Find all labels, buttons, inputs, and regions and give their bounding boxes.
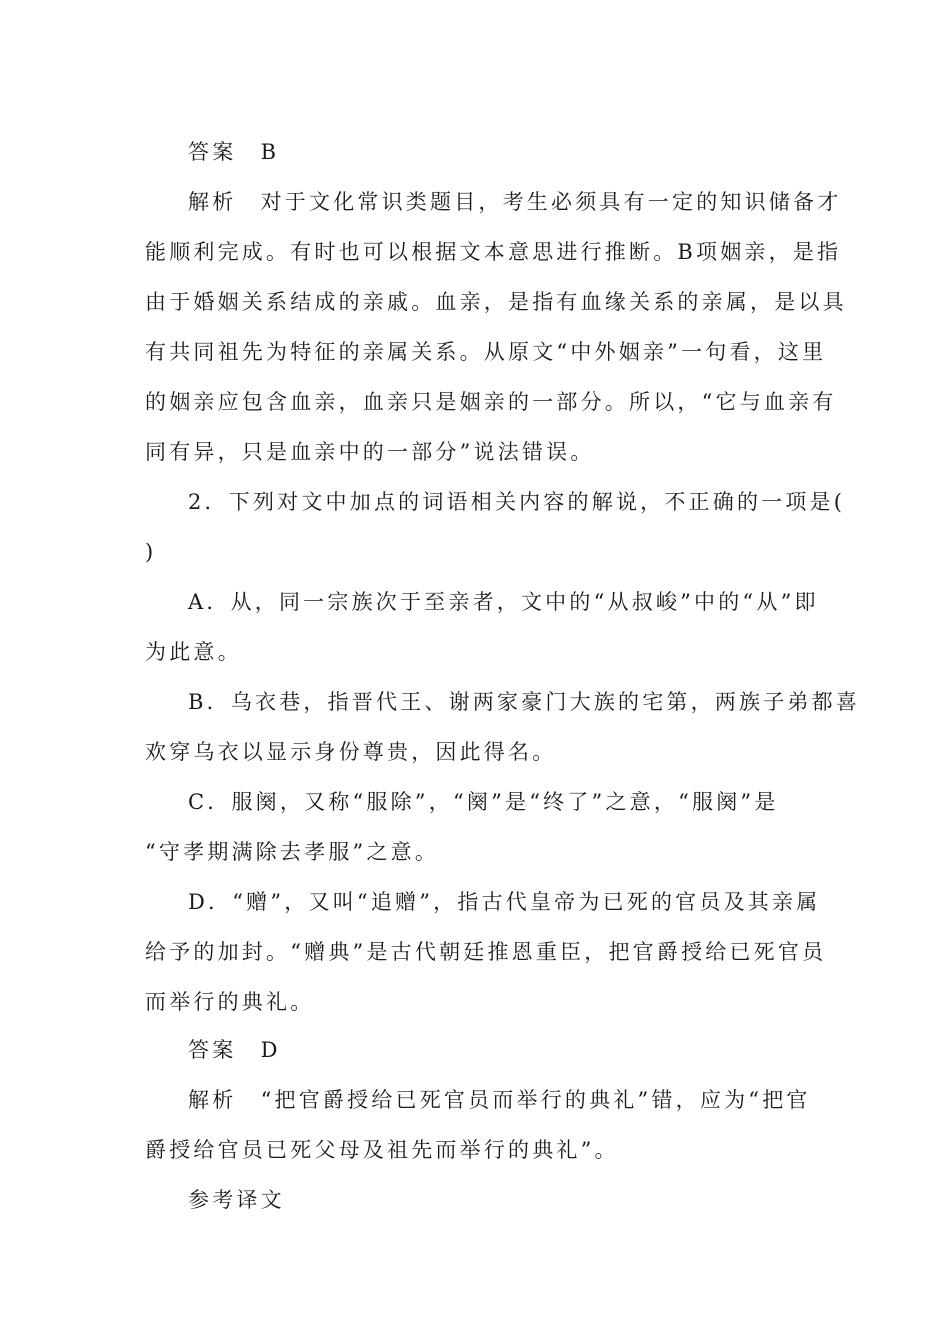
- option-b-line-1: B．乌衣巷，指晋代王、谢两家豪门大族的宅第，两族子弟都喜: [188, 690, 861, 714]
- analysis-paragraph-1-line-1: 解析 对于文化常识类题目，考生必须具有一定的知识储备才: [188, 190, 842, 214]
- analysis-paragraph-1-line-2: 能顺利完成。有时也可以根据文本意思进行推断。B项姻亲，是指: [145, 240, 842, 264]
- option-d-line-2: 给予的加封。“赠典”是古代朝廷推恩重臣，把官爵授给已死官员: [145, 940, 827, 964]
- analysis-paragraph-1-line-6: 同有异，只是血亲中的一部分”说法错误。: [145, 440, 595, 464]
- analysis-paragraph-2-line-2: 爵授给官员已死父母及祖先而举行的典礼”。: [145, 1138, 619, 1162]
- option-a-line-1: A．从，同一宗族次于至亲者，文中的“从叔峻”中的“从”即: [188, 590, 819, 614]
- analysis-paragraph-1-line-3: 由于婚姻关系结成的亲戚。血亲，是指有血缘关系的亲属，是以具: [145, 290, 847, 314]
- option-c-line-2: “守孝期满除去孝服”之意。: [145, 840, 440, 864]
- question-2-line-1: 2．下列对文中加点的词语相关内容的解说，不正确的一项是(: [188, 490, 846, 514]
- reference-translation-heading: 参考译文: [188, 1188, 285, 1212]
- option-d-line-1: D．“赠”，又叫“追赠”，指古代皇帝为已死的官员及其亲属: [188, 890, 821, 914]
- option-a-line-2: 为此意。: [145, 640, 242, 664]
- analysis-paragraph-2-line-1: 解析 “把官爵授给已死官员而举行的典礼”错，应为“把官: [188, 1088, 811, 1112]
- answer-label-1: 答案 B: [188, 140, 280, 164]
- option-c-line-1: C．服阕，又称“服除”，“阕”是“终了”之意，“服阕”是: [188, 790, 779, 814]
- question-2-line-2: ): [145, 540, 157, 564]
- analysis-paragraph-1-line-4: 有共同祖先为特征的亲属关系。从原文“中外姻亲”一句看，这里: [145, 340, 827, 364]
- analysis-paragraph-1-line-5: 的姻亲应包含血亲，血亲只是姻亲的一部分。所以，“它与血亲有: [145, 390, 837, 414]
- answer-label-2: 答案 D: [188, 1038, 281, 1062]
- option-d-line-3: 而举行的典礼。: [145, 990, 315, 1014]
- option-b-line-2: 欢穿乌衣以显示身份尊贵，因此得名。: [145, 740, 557, 764]
